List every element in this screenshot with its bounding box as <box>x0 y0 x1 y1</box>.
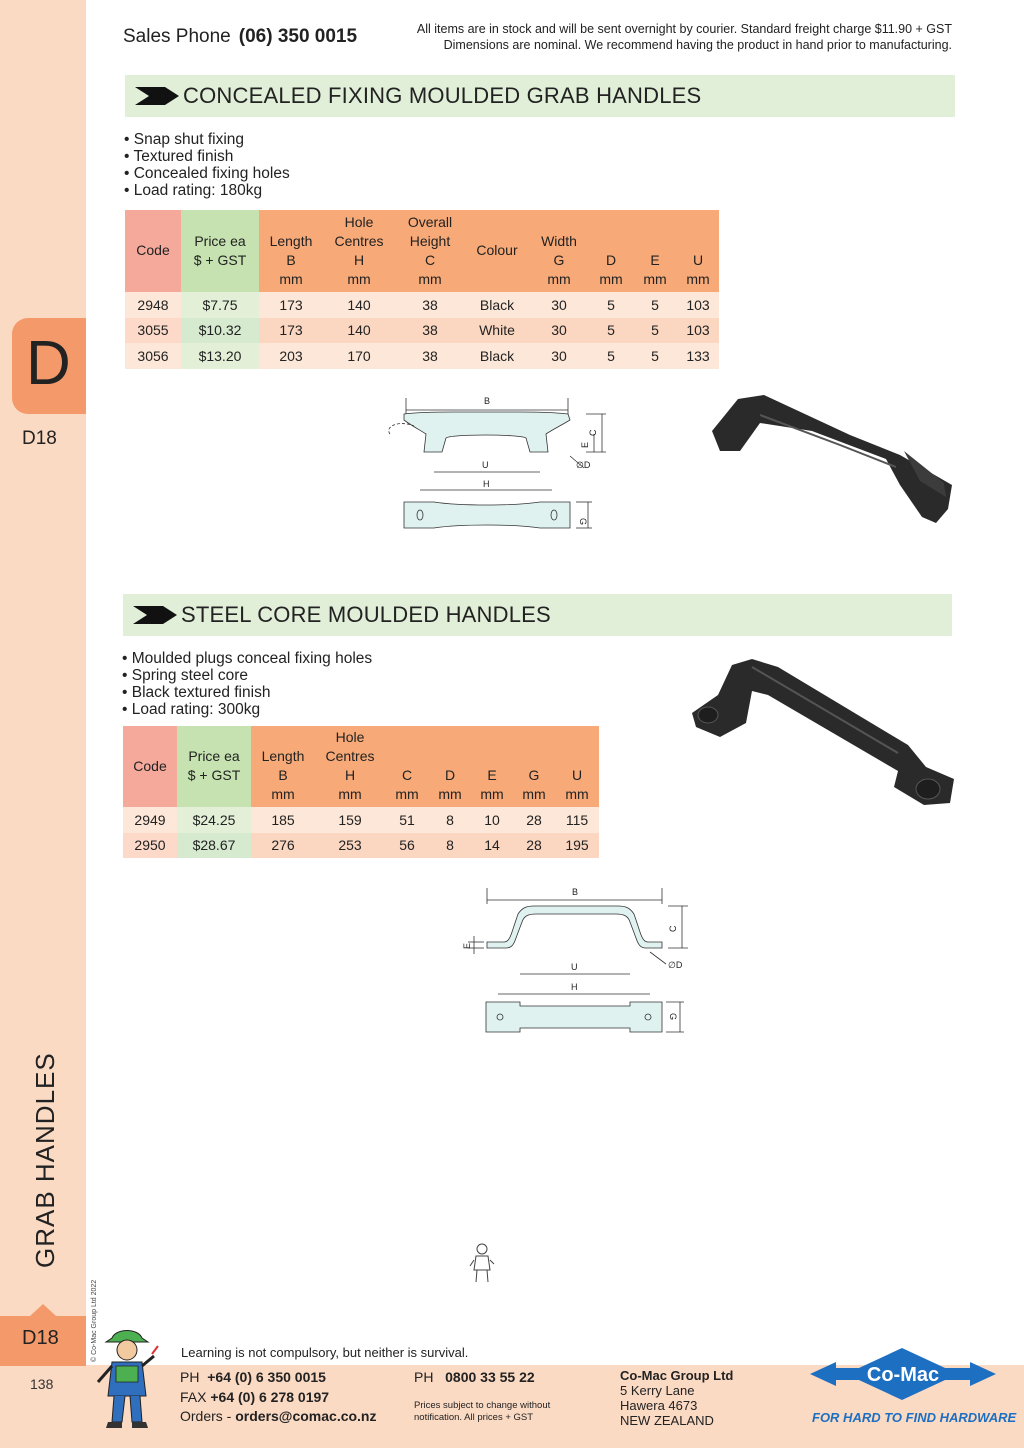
footer-phone: PH +64 (0) 6 350 0015 <box>180 1369 326 1385</box>
dim-u: U <box>482 460 489 470</box>
col-header-d: D mm <box>589 210 633 292</box>
col-header-price: Price ea $ + GST <box>181 210 259 292</box>
section1-spec-table <box>125 210 719 369</box>
dim-u: U <box>571 962 578 972</box>
dim-g: G <box>668 1013 678 1021</box>
page-code-bottom: D18 <box>22 1327 59 1349</box>
feature-item: • Black textured finish <box>122 684 372 701</box>
arrow-icon <box>135 87 179 105</box>
page-code-top: D18 <box>22 428 57 449</box>
footer-slogan: Learning is not compulsory, but neither is survival. <box>181 1345 469 1360</box>
orders-email-link[interactable]: orders@comac.co.nz <box>235 1408 377 1424</box>
page-number: 138 <box>30 1376 54 1392</box>
feature-item: • Moulded plugs conceal fixing holes <box>122 650 372 667</box>
mascot-icon <box>92 1326 162 1430</box>
dim-c: C <box>588 429 598 436</box>
dim-h: H <box>483 479 490 489</box>
feature-item: • Concealed fixing holes <box>124 165 290 182</box>
arrow-icon <box>133 606 177 624</box>
section1-title: CONCEALED FIXING MOULDED GRAB HANDLES <box>183 83 702 108</box>
section1-band <box>125 75 955 117</box>
section1-product-photo <box>700 385 960 525</box>
col-header-d: D mm <box>429 726 471 807</box>
footer-phone-free: PH 0800 33 55 22 <box>414 1369 535 1385</box>
dim-e: E <box>580 441 590 448</box>
col-header-code: Code <box>125 210 181 292</box>
col-header-width: Width G mm <box>529 210 589 292</box>
copyright-text: © Co-Mac Group Ltd 2022 <box>91 1279 98 1362</box>
col-header-e: E mm <box>471 726 513 807</box>
section2-technical-drawing <box>462 882 692 1040</box>
table-row: 2950 $28.67 276 253 56 8 14 28 195 <box>123 833 599 859</box>
category-label: GRAB HANDLES <box>30 1052 60 1268</box>
feature-item: • Load rating: 300kg <box>122 701 372 718</box>
table-row: 3056 $13.20 203 170 38 Black 30 5 5 133 <box>125 343 719 369</box>
col-header-u: U mm <box>677 210 719 292</box>
section1-technical-drawing <box>380 390 620 535</box>
footer-fax: FAX +64 (0) 6 278 0197 <box>180 1389 330 1405</box>
footer-orders: Orders - orders@comac.co.nz <box>180 1408 377 1424</box>
feature-item: • Textured finish <box>124 148 290 165</box>
comac-logo <box>810 1344 996 1404</box>
feature-item: • Snap shut fixing <box>124 131 290 148</box>
col-header-c: C mm <box>385 726 429 807</box>
dim-d: ∅D <box>668 960 683 970</box>
footer-address: Co-Mac Group Ltd 5 Kerry Lane Hawera 4673 NEW ZEALAND <box>620 1368 734 1428</box>
col-header-hole-centres: Hole Centres H mm <box>323 210 395 292</box>
table-row: 2949 $24.25 185 159 51 8 10 28 115 <box>123 807 599 833</box>
col-header-u: U mm <box>555 726 599 807</box>
table-row: 3055 $10.32 173 140 38 White 30 5 5 103 <box>125 318 719 344</box>
header-note-line1: All items are in stock and will be sent overnight by courier. Standard freight charge $11.90 + GST <box>416 22 952 36</box>
col-header-hole-centres: Hole Centres H mm <box>315 726 385 807</box>
col-header-g: G mm <box>513 726 555 807</box>
dim-h: H <box>571 982 578 992</box>
col-header-colour: Colour <box>465 210 529 292</box>
header-note <box>417 21 952 53</box>
sales-phone-number: (06) 350 0015 <box>238 26 358 47</box>
section1-features <box>124 131 290 199</box>
col-header-code: Code <box>123 726 177 807</box>
dim-e: E <box>462 942 472 949</box>
footer-disclaimer: Prices subject to change without notification. All prices + GST <box>414 1400 551 1423</box>
tagline: FOR HARD TO FIND HARDWARE <box>812 1410 1017 1425</box>
dim-d: ∅D <box>576 460 591 470</box>
dim-c: C <box>668 925 678 932</box>
feature-item: • Load rating: 180kg <box>124 182 290 199</box>
page-code-bottom-tab <box>0 1316 86 1366</box>
section2-features <box>122 650 372 718</box>
col-header-overall-height: Overall Height C mm <box>395 210 465 292</box>
logo-text: Co-Mac <box>866 1364 940 1386</box>
section-tab <box>12 318 86 414</box>
section2-band <box>123 594 952 636</box>
section2-product-photo <box>688 655 960 805</box>
col-header-length: Length B mm <box>259 210 323 292</box>
col-header-length: Length B mm <box>251 726 315 807</box>
sales-phone <box>123 26 357 48</box>
header-note-line2: Dimensions are nominal. We recommend having the product in hand prior to manufacturing. <box>443 38 952 52</box>
dim-b: B <box>484 396 491 406</box>
section-letter: D <box>26 329 71 398</box>
sales-phone-label: Sales Phone <box>123 26 231 47</box>
mascot-sketch-icon <box>468 1242 496 1286</box>
dim-b: B <box>572 887 579 897</box>
section2-title: STEEL CORE MOULDED HANDLES <box>181 602 551 627</box>
feature-item: • Spring steel core <box>122 667 372 684</box>
table-row: 2948 $7.75 173 140 38 Black 30 5 5 103 <box>125 292 719 318</box>
company-name: Co-Mac Group Ltd <box>620 1368 734 1383</box>
col-header-price: Price ea $ + GST <box>177 726 251 807</box>
section2-spec-table <box>123 726 599 858</box>
dim-g: G <box>578 518 588 526</box>
col-header-e: E mm <box>633 210 677 292</box>
